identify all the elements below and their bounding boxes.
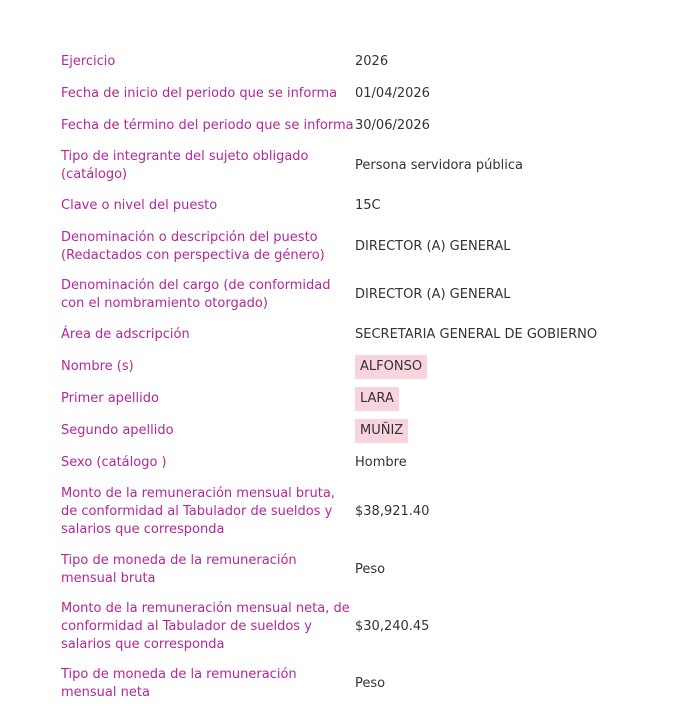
row-denominacion-cargo <box>61 271 621 319</box>
field-label: Denominación o descripción del puesto (Redactados con perspectiva de género) <box>61 229 325 263</box>
highlighted-value: LARA <box>355 387 399 411</box>
row-denominacion-puesto <box>61 222 621 271</box>
field-value: Peso <box>355 676 386 691</box>
row-primer-apellido <box>61 383 621 415</box>
field-label: Tipo de integrante del sujeto obligado (catálogo) <box>61 149 309 182</box>
field-value: DIRECTOR (A) GENERAL <box>355 238 511 254</box>
field-value: 15C <box>355 198 381 213</box>
row-sexo <box>61 447 621 479</box>
highlighted-value: MUÑIZ <box>355 419 408 443</box>
row-area-adscripcion <box>61 319 621 351</box>
field-label: Monto de la remuneración mensual neta, de conformidad al Tabulador de sueldos y salarios que corresponda <box>61 601 350 652</box>
field-label: Tipo de moneda de la remuneración mensual bruta <box>61 552 297 586</box>
field-label: Sexo (catálogo ) <box>61 455 167 470</box>
field-value: Peso <box>355 561 386 577</box>
field-label: Fecha de inicio del periodo que se informa <box>61 86 338 101</box>
field-label: Área de adscripción <box>61 327 190 342</box>
field-label: Fecha de término del periodo que se informa <box>61 118 354 133</box>
row-tipo-integrante <box>61 142 621 190</box>
record-table <box>61 46 621 708</box>
row-segundo-apellido <box>61 415 621 447</box>
field-value: 30/06/2026 <box>355 118 430 133</box>
field-label: Primer apellido <box>61 391 159 406</box>
field-value: DIRECTOR (A) GENERAL <box>355 287 511 302</box>
row-fecha-termino <box>61 110 621 142</box>
field-value: SECRETARIA GENERAL DE GOBIERNO <box>355 327 598 342</box>
highlighted-value: ALFONSO <box>355 355 427 379</box>
field-value: Hombre <box>355 455 407 470</box>
field-value: Persona servidora pública <box>355 158 523 173</box>
row-clave-puesto <box>61 190 621 222</box>
field-value: 01/04/2026 <box>355 86 430 101</box>
row-moneda-neta <box>61 660 621 708</box>
field-label: Nombre (s) <box>61 359 134 374</box>
row-monto-neta <box>61 594 621 660</box>
field-label: Clave o nivel del puesto <box>61 198 218 213</box>
row-monto-bruta <box>61 479 621 545</box>
field-label: Tipo de moneda de la remuneración mensual neta <box>61 667 297 700</box>
field-label: Ejercicio <box>61 54 116 69</box>
row-ejercicio <box>61 46 621 78</box>
field-label: Denominación del cargo (de conformidad con el nombramiento otorgado) <box>61 278 331 311</box>
row-nombre <box>61 351 621 383</box>
field-label: Monto de la remuneración mensual bruta, de conformidad al Tabulador de sueldos y salarios que corresponda <box>61 486 335 537</box>
field-value: 2026 <box>355 54 389 69</box>
field-label: Segundo apellido <box>61 423 174 438</box>
row-fecha-inicio <box>61 78 621 110</box>
field-value: $38,921.40 <box>355 504 430 519</box>
field-value: $30,240.45 <box>355 619 430 634</box>
row-moneda-bruta <box>61 545 621 594</box>
